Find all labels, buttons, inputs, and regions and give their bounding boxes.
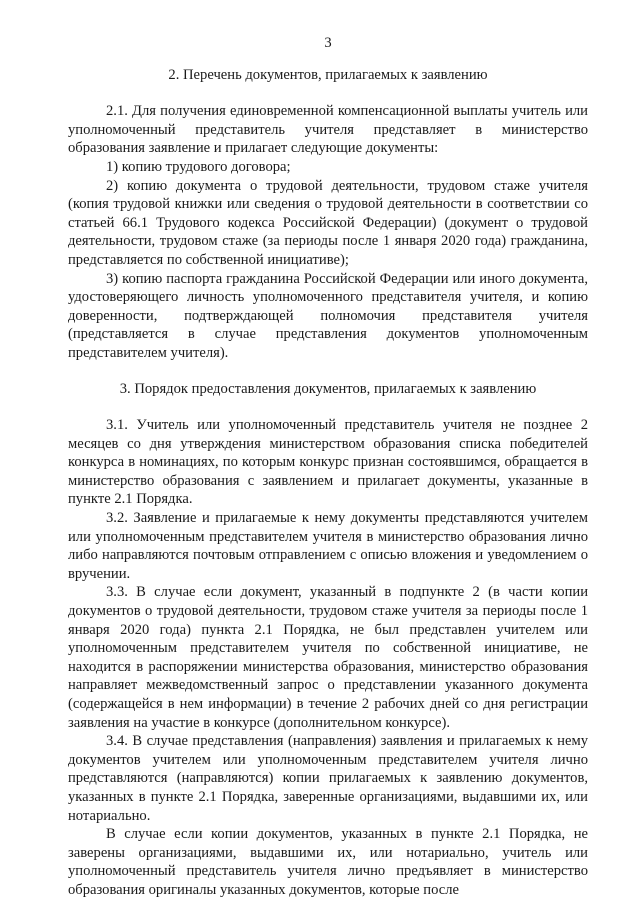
paragraph-3-2: 3.2. Заявление и прилагаемые к нему документы представляются учителем или уполномоченным представителем учителя в министерство образования лично либо направляются почтовым отправлением с описью вложения и уведомлением о вручении.	[68, 510, 588, 582]
paragraph-3-4-continued: В случае если копии документов, указанных в пункте 2.1 Порядка, не заверены организациями, выдавшими их, или нотариально, учитель или уполномоченный представитель учителя лично предъявляет в министерство образования оригиналы указанных документов, которые после	[68, 826, 588, 898]
list-item-1: 1) копию трудового договора;	[106, 158, 291, 175]
paragraph-3-3: 3.3. В случае если документ, указанный в подпункте 2 (в части копии документов о трудовой деятельности, трудовом стаже учителя за периоды после 1 января 2020 года) пункта 2.1 Порядка, не был представлен учителем или уполномоченным представителем учителя по собственной инициативе, не находится в распоряжении министерства образования, министерство образования направляет межведомственный запрос о представлении указанного документа (содержащейся в нем информации) в течение 2 рабочих дней со дня регистрации заявления на участие в конкурсе (дополнительном конкурсе).	[68, 584, 588, 731]
list-item-3: 3) копию паспорта гражданина Российской Федерации или иного документа, удостоверяющего личность уполномоченного представителя учителя, и копию доверенности, подтверждающей полномочия представителя учителя (представляется в случае представления документов уполномоченным представителем учителя).	[68, 270, 588, 361]
section-2-heading: 2. Перечень документов, прилагаемых к заявлению	[168, 66, 488, 83]
page-number: 3	[324, 35, 332, 51]
paragraph-2-1: 2.1. Для получения единовременной компенсационной выплаты учитель или уполномоченный представитель учителя представляет в министерство образования заявление и прилагает следующие документы:	[68, 103, 588, 157]
paragraph-3-1: 3.1. Учитель или уполномоченный представитель учителя не позднее 2 месяцев со дня утверждения министерством образования списка победителей конкурса в номинациях, по которым конкурс признан состоявшимся, обращается в министерство образования с заявлением и прилагает документы, указанные в пункте 2.1 Порядка.	[68, 417, 588, 508]
list-item-2: 2) копию документа о трудовой деятельности, трудовом стаже учителя (копия трудовой книжки или сведения о трудовой деятельности в соответствии со статьей 66.1 Трудового кодекса Российской Федерации) (документ о трудовой деятельности, трудовом стаже (за периоды после 1 января 2020 года) гражданина, представляется по собственной инициативе);	[68, 177, 588, 268]
paragraph-3-4: 3.4. В случае представления (направления) заявления и прилагаемых к нему документов учителем или уполномоченным представителем учителя лично представляются (направляются) копии прилагаемых к заявлению документов, указанных в пункте 2.1 Порядка, заверенные организациями, выдавшими их, или нотариально.	[68, 733, 588, 824]
section-3-heading: 3. Порядок предоставления документов, прилагаемых к заявлению	[119, 380, 537, 397]
